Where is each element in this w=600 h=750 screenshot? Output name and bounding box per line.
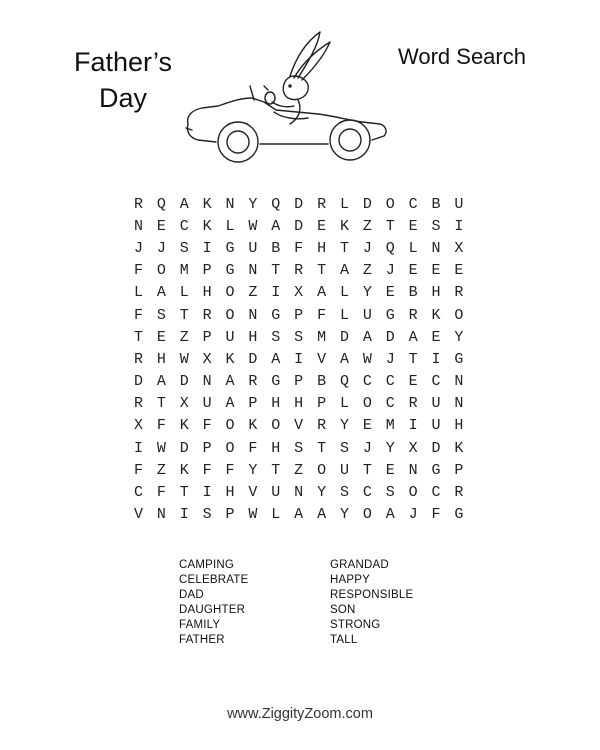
grid-row (127, 260, 471, 282)
grid-letter: S (339, 484, 349, 502)
grid-letter: K (431, 306, 441, 324)
footer-url: www.ZiggityZoom.com (227, 706, 373, 722)
grid-letter: A (317, 506, 327, 524)
grid-letter: D (179, 373, 189, 391)
grid-letter: Z (294, 461, 304, 479)
grid-letter: R (133, 195, 143, 213)
word-list-item: HAPPY (330, 574, 370, 586)
grid-letter: F (202, 461, 212, 479)
word-list-item: GRANDAD (330, 559, 389, 571)
grid-letter: P (202, 328, 212, 346)
word-list-left (179, 558, 248, 648)
grid-letter: I (271, 284, 281, 302)
grid-letter: A (271, 350, 281, 368)
grid-letter: H (431, 284, 441, 302)
grid-letter: G (454, 350, 464, 368)
grid-letter: L (339, 306, 349, 324)
grid-letter: C (133, 484, 143, 502)
grid-letter: A (339, 262, 349, 280)
grid-letter: L (225, 217, 235, 235)
grid-letter: O (362, 395, 372, 413)
grid-letter: K (454, 439, 464, 457)
grid-letter: V (133, 506, 143, 524)
grid-letter: F (133, 306, 143, 324)
grid-letter: D (339, 328, 349, 346)
grid-letter: V (317, 350, 327, 368)
grid-letter: A (294, 506, 304, 524)
word-list-right (330, 558, 413, 648)
grid-letter: Z (179, 328, 189, 346)
grid-letter: H (454, 417, 464, 435)
grid-letter: O (408, 484, 418, 502)
grid-letter: A (362, 328, 372, 346)
grid-row (127, 304, 471, 326)
grid-letter: R (133, 395, 143, 413)
grid-letter: R (294, 262, 304, 280)
grid-letter: S (339, 439, 349, 457)
grid-letter: Y (454, 328, 464, 346)
grid-row (127, 504, 471, 526)
grid-letter: O (225, 306, 235, 324)
grid-letter: O (454, 306, 464, 324)
grid-letter: G (385, 306, 395, 324)
grid-letter: J (362, 439, 372, 457)
grid-letter: Y (317, 484, 327, 502)
grid-letter: R (202, 306, 212, 324)
grid-letter: S (385, 484, 395, 502)
grid-letter: L (408, 239, 418, 257)
word-list-item: CELEBRATE (179, 574, 249, 586)
grid-letter: L (133, 284, 143, 302)
grid-letter: E (408, 262, 418, 280)
grid-letter: T (133, 328, 143, 346)
grid-letter: F (156, 484, 166, 502)
grid-letter: L (339, 284, 349, 302)
grid-letter: L (271, 506, 281, 524)
word-list-item: CAMPING (179, 559, 235, 571)
grid-letter: P (248, 395, 258, 413)
grid-letter: M (317, 328, 327, 346)
grid-letter: A (225, 395, 235, 413)
grid-letter: R (454, 284, 464, 302)
grid-letter: E (317, 217, 327, 235)
grid-letter: I (454, 217, 464, 235)
grid-letter: B (408, 284, 418, 302)
grid-letter: K (202, 217, 212, 235)
grid-letter: X (202, 350, 212, 368)
grid-letter: J (362, 239, 372, 257)
grid-letter: F (431, 506, 441, 524)
word-list-item: FAMILY (179, 619, 221, 631)
grid-letter: E (408, 373, 418, 391)
grid-letter: H (271, 395, 281, 413)
grid-letter: T (362, 461, 372, 479)
grid-letter: Y (339, 417, 349, 435)
grid-letter: S (294, 439, 304, 457)
grid-letter: F (294, 239, 304, 257)
grid-letter: L (339, 395, 349, 413)
grid-letter: P (294, 373, 304, 391)
grid-letter: T (271, 461, 281, 479)
grid-letter: W (179, 350, 189, 368)
grid-letter: E (156, 217, 166, 235)
grid-letter: A (156, 373, 166, 391)
grid-letter: K (248, 417, 258, 435)
grid-letter: S (202, 506, 212, 524)
grid-letter: N (408, 461, 418, 479)
grid-row (127, 481, 471, 503)
grid-letter: D (179, 439, 189, 457)
grid-letter: X (454, 239, 464, 257)
grid-letter: I (431, 350, 441, 368)
grid-letter: A (408, 328, 418, 346)
grid-letter: F (133, 461, 143, 479)
grid-letter: N (248, 306, 258, 324)
grid-letter: T (179, 306, 189, 324)
grid-letter: Y (362, 284, 372, 302)
grid-letter: V (248, 484, 258, 502)
grid-letter: U (431, 395, 441, 413)
title-line-1: Father’s (73, 47, 173, 77)
grid-letter: G (225, 262, 235, 280)
grid-letter: D (248, 350, 258, 368)
grid-row (127, 459, 471, 481)
grid-letter: O (225, 417, 235, 435)
grid-row (127, 237, 471, 259)
grid-letter: G (431, 461, 441, 479)
grid-letter: H (156, 350, 166, 368)
grid-letter: B (431, 195, 441, 213)
grid-letter: E (431, 328, 441, 346)
grid-row (127, 437, 471, 459)
grid-letter: O (225, 284, 235, 302)
grid-letter: E (385, 284, 395, 302)
grid-letter: G (271, 306, 281, 324)
grid-letter: C (362, 484, 372, 502)
grid-letter: U (271, 484, 281, 502)
grid-letter: U (339, 461, 349, 479)
grid-letter: T (317, 262, 327, 280)
grid-letter: P (225, 506, 235, 524)
rabbit-driving-car-icon (178, 28, 408, 168)
word-list-item: DAUGHTER (179, 604, 246, 616)
grid-letter: R (133, 350, 143, 368)
grid-letter: C (362, 373, 372, 391)
grid-letter: X (294, 284, 304, 302)
grid-letter: Z (156, 461, 166, 479)
grid-letter: L (179, 284, 189, 302)
grid-letter: O (271, 417, 281, 435)
grid-letter: C (179, 217, 189, 235)
grid-letter: F (248, 439, 258, 457)
grid-letter: E (385, 461, 395, 479)
grid-letter: Y (248, 461, 258, 479)
word-list-item: DAD (179, 589, 204, 601)
grid-letter: N (225, 195, 235, 213)
grid-letter: I (179, 506, 189, 524)
grid-letter: J (156, 239, 166, 257)
grid-letter: F (202, 417, 212, 435)
grid-letter: M (385, 417, 395, 435)
grid-letter: S (156, 306, 166, 324)
grid-letter: C (385, 373, 395, 391)
grid-letter: E (454, 262, 464, 280)
grid-letter: C (431, 484, 441, 502)
grid-letter: F (133, 262, 143, 280)
word-list-item: STRONG (330, 619, 381, 631)
grid-letter: D (385, 328, 395, 346)
grid-letter: N (202, 373, 212, 391)
grid-letter: A (339, 350, 349, 368)
grid-row (127, 282, 471, 304)
grid-letter: J (385, 262, 395, 280)
grid-letter: T (385, 217, 395, 235)
grid-letter: A (225, 373, 235, 391)
grid-letter: I (202, 239, 212, 257)
word-search-grid (127, 193, 471, 526)
grid-row (127, 415, 471, 437)
grid-row (127, 371, 471, 393)
grid-letter: T (339, 239, 349, 257)
grid-letter: A (317, 284, 327, 302)
grid-letter: H (271, 439, 281, 457)
grid-letter: G (225, 239, 235, 257)
grid-letter: D (362, 195, 372, 213)
grid-letter: T (408, 350, 418, 368)
grid-letter: A (385, 506, 395, 524)
subtitle: Word Search (398, 44, 526, 69)
grid-letter: S (431, 217, 441, 235)
grid-letter: X (408, 439, 418, 457)
grid-letter: P (202, 439, 212, 457)
grid-letter: W (362, 350, 372, 368)
grid-row (127, 193, 471, 215)
grid-letter: H (225, 484, 235, 502)
grid-letter: J (133, 239, 143, 257)
grid-letter: Q (271, 195, 281, 213)
grid-letter: R (248, 373, 258, 391)
grid-letter: P (454, 461, 464, 479)
grid-letter: E (156, 328, 166, 346)
grid-letter: N (454, 373, 464, 391)
grid-letter: O (225, 439, 235, 457)
grid-letter: Q (385, 239, 395, 257)
grid-letter: J (385, 350, 395, 368)
word-list-item: TALL (330, 634, 358, 646)
grid-letter: I (294, 350, 304, 368)
grid-letter: Y (385, 439, 395, 457)
grid-letter: D (133, 373, 143, 391)
grid-letter: N (431, 239, 441, 257)
grid-letter: A (156, 284, 166, 302)
grid-letter: F (156, 417, 166, 435)
page-title (58, 44, 188, 116)
grid-row (127, 215, 471, 237)
grid-letter: L (339, 195, 349, 213)
grid-letter: K (179, 417, 189, 435)
grid-row (127, 393, 471, 415)
grid-letter: O (362, 506, 372, 524)
grid-letter: D (294, 195, 304, 213)
grid-letter: Z (362, 217, 372, 235)
grid-letter: A (271, 217, 281, 235)
grid-letter: I (133, 439, 143, 457)
grid-letter: J (408, 506, 418, 524)
grid-letter: T (156, 395, 166, 413)
grid-row (127, 348, 471, 370)
word-list-item: RESPONSIBLE (330, 589, 414, 601)
grid-letter: P (202, 262, 212, 280)
grid-letter: D (431, 439, 441, 457)
grid-letter: C (385, 395, 395, 413)
grid-letter: X (133, 417, 143, 435)
grid-letter: M (179, 262, 189, 280)
grid-letter: O (317, 461, 327, 479)
word-list-item: SON (330, 604, 356, 616)
grid-letter: E (362, 417, 372, 435)
grid-letter: P (294, 306, 304, 324)
grid-letter: F (225, 461, 235, 479)
grid-letter: B (271, 239, 281, 257)
grid-letter: I (408, 417, 418, 435)
grid-letter: K (179, 461, 189, 479)
grid-letter: C (431, 373, 441, 391)
grid-letter: T (317, 439, 327, 457)
title-line-2: Day (98, 83, 147, 113)
grid-letter: K (225, 350, 235, 368)
grid-letter: I (202, 484, 212, 502)
grid-letter: Z (362, 262, 372, 280)
grid-letter: U (431, 417, 441, 435)
grid-letter: R (317, 417, 327, 435)
grid-letter: C (408, 195, 418, 213)
grid-letter: H (202, 284, 212, 302)
grid-letter: R (454, 484, 464, 502)
grid-letter: T (179, 484, 189, 502)
grid-letter: U (362, 306, 372, 324)
grid-letter: G (454, 506, 464, 524)
grid-letter: Y (339, 506, 349, 524)
grid-letter: S (271, 328, 281, 346)
grid-letter: U (454, 195, 464, 213)
grid-letter: Q (156, 195, 166, 213)
grid-letter: T (271, 262, 281, 280)
grid-letter: N (294, 484, 304, 502)
grid-letter: O (156, 262, 166, 280)
grid-letter: H (248, 328, 258, 346)
grid-row (127, 326, 471, 348)
grid-letter: F (317, 306, 327, 324)
grid-letter: Y (248, 195, 258, 213)
grid-letter: H (294, 395, 304, 413)
grid-letter: B (317, 373, 327, 391)
grid-letter: S (294, 328, 304, 346)
grid-letter: N (248, 262, 258, 280)
word-list-item: FATHER (179, 634, 225, 646)
grid-letter: N (133, 217, 143, 235)
grid-letter: N (156, 506, 166, 524)
grid-letter: K (202, 195, 212, 213)
grid-letter: D (294, 217, 304, 235)
grid-letter: E (408, 217, 418, 235)
grid-letter: E (431, 262, 441, 280)
grid-letter: S (179, 239, 189, 257)
grid-letter: R (408, 395, 418, 413)
grid-letter: V (294, 417, 304, 435)
grid-letter: Q (339, 373, 349, 391)
grid-letter: W (156, 439, 166, 457)
grid-letter: Z (248, 284, 258, 302)
grid-letter: G (271, 373, 281, 391)
grid-letter: P (317, 395, 327, 413)
grid-letter: H (317, 239, 327, 257)
grid-letter: W (248, 506, 258, 524)
grid-letter: U (248, 239, 258, 257)
grid-letter: R (317, 195, 327, 213)
grid-letter: N (454, 395, 464, 413)
grid-letter: K (339, 217, 349, 235)
grid-letter: U (225, 328, 235, 346)
grid-letter: A (179, 195, 189, 213)
grid-letter: W (248, 217, 258, 235)
grid-letter: R (408, 306, 418, 324)
grid-letter: U (202, 395, 212, 413)
grid-letter: X (179, 395, 189, 413)
grid-letter: O (385, 195, 395, 213)
